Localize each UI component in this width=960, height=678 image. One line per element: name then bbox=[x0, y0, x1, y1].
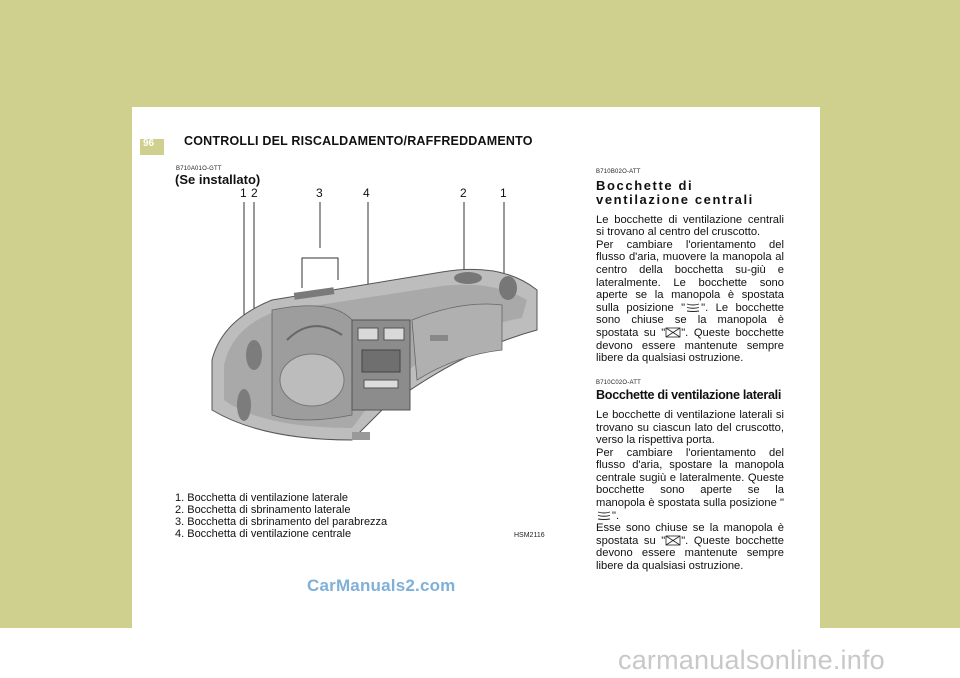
section2-code: B710C02O-ATT bbox=[596, 379, 641, 386]
carmanualsonline-watermark[interactable]: carmanualsonline.info bbox=[618, 645, 885, 675]
legend-item: 4. Bocchetta di ventilazione centrale bbox=[175, 528, 352, 540]
vent-open-icon bbox=[685, 302, 701, 313]
callout-1-left: 1 bbox=[240, 186, 247, 200]
dashboard-diagram bbox=[202, 200, 542, 450]
callout-1-right: 1 bbox=[500, 186, 507, 200]
vent-open-icon bbox=[596, 510, 612, 521]
legend-item: 3. Bocchetta di sbrinamento del parabrezza bbox=[175, 516, 388, 528]
section-title: CONTROLLI DEL RISCALDAMENTO/RAFFREDDAMENTO bbox=[184, 134, 533, 148]
section1-heading: Bocchette di ventilazione centrali bbox=[596, 177, 754, 207]
section1-paragraph: Le bocchette di ventilazione centrali si trovano al centro del cruscotto. bbox=[596, 213, 784, 239]
left-section-code: B710A01O-GTT bbox=[176, 166, 222, 172]
section2-paragraph: Le bocchette di ventilazione laterali si trovano su ciascun lato del cruscotto, verso la rispettiva porta. bbox=[596, 408, 784, 447]
section2-heading: Bocchette di ventilazione laterali bbox=[596, 388, 782, 403]
diagram-legend bbox=[175, 492, 387, 540]
callout-2-left: 2 bbox=[251, 186, 258, 200]
vent-closed-icon bbox=[665, 327, 681, 338]
callout-4: 4 bbox=[363, 186, 370, 200]
left-section-heading: (Se installato) bbox=[175, 172, 261, 187]
page-number: 96 bbox=[143, 138, 155, 149]
right-column bbox=[596, 166, 784, 573]
callout-3: 3 bbox=[316, 186, 323, 200]
section1-code: B710B02O-ATT bbox=[596, 169, 641, 175]
chapter-title: CARATTERISTICHE DELLA VETTURA bbox=[166, 114, 319, 123]
carmanuals-watermark[interactable]: CarManuals2.com bbox=[307, 576, 456, 595]
legend-item: 2. Bocchetta di sbrinamento laterale bbox=[175, 504, 351, 516]
legend-item: 1. Bocchetta di ventilazione laterale bbox=[175, 492, 349, 504]
vent-closed-icon bbox=[665, 535, 681, 546]
image-code: HSM2116 bbox=[514, 532, 545, 539]
callout-2-right: 2 bbox=[460, 186, 467, 200]
section1-paragraph: Per cambiare l'orientamento del flusso d'aria, muovere la manopola al centro della bocchetta su-giù e lateralmente. Le bocchette sono aperte se la manopola è spostata sulla posizione " ". Le bocchette sono chiuse se la manopola è spostata su " ". Queste bocchette devono essere mantenute sempre libere da qualsiasi ostruzione. bbox=[596, 238, 784, 365]
chapter-number: 1 bbox=[151, 108, 161, 127]
section2-paragraph: Per cambiare l'orientamento del flusso d'aria, spostare la manopola centrale sugiù e lateralmente. Queste bocchette sono aperte se la manopola è spostata sulla posizione "". bbox=[596, 446, 784, 522]
section2-paragraph: Esse sono chiuse se la manopola è spostata su " ". Queste bocchette devono essere mantenute sempre libere da qualsiasi ostruzione. bbox=[596, 522, 784, 573]
